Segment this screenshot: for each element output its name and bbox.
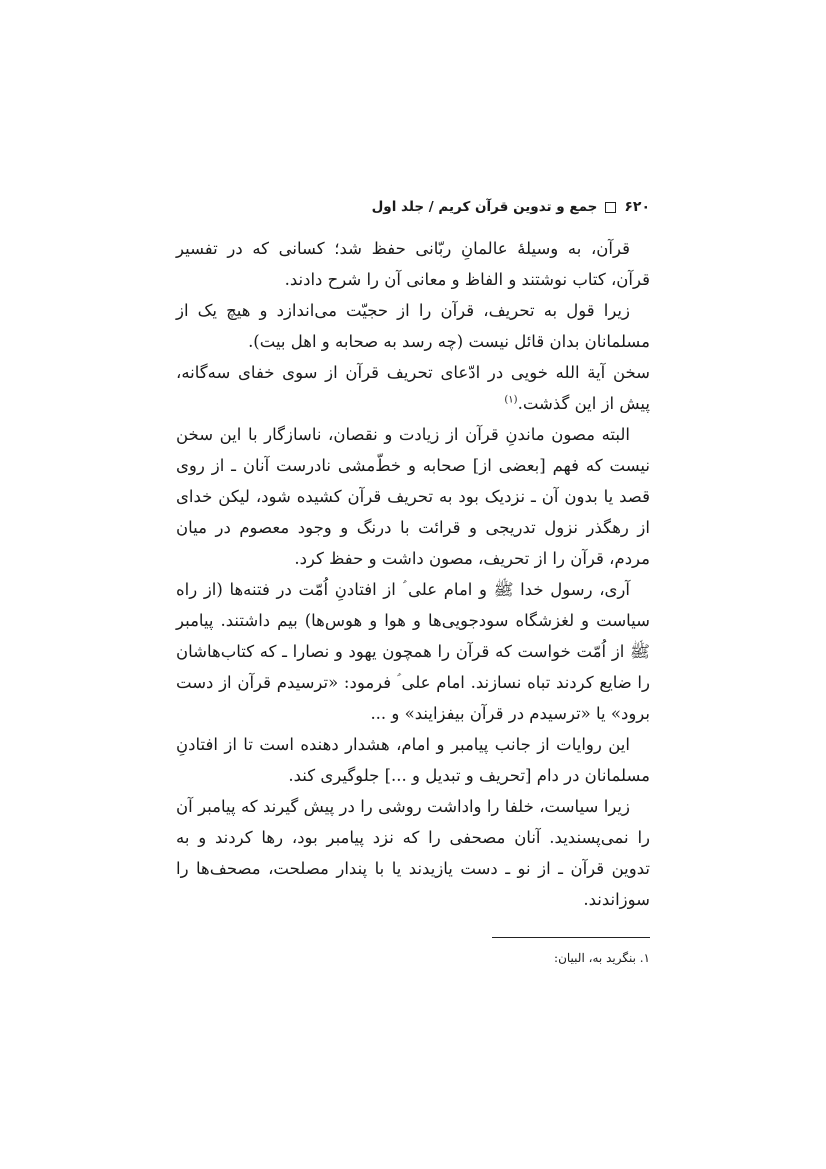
footnote-text: ۱. بنگرید به، البیان: bbox=[554, 951, 650, 965]
paragraph-text: زیرا سیاست، خلفا را واداشت روشی را در پیش گیرند که پیامبر آن را نمی‌پسندید. آنان مصحفی را که نزد پیامبر بود، رها کردند و به تدوین قرآن ـ از نو ـ دست یازیدند یا با پندار مصلحت، مصحف‌ها را سوزاندند. bbox=[176, 797, 650, 909]
paragraph-text: سخن آیة الله خویی در ادّعای تحریف قرآن از سوی خفای سه‌گانه، پیش از این گذشت. bbox=[176, 363, 650, 413]
paragraph-text: زیرا قول به تحریف، قرآن را از حجیّت می‌اندازد و هیچ یک از مسلمانان بدان قائل نیست (چه رسد به صحابه و اهل بیت). bbox=[176, 301, 650, 351]
footnote-reference[interactable]: (۱) bbox=[504, 394, 518, 406]
paragraph bbox=[176, 574, 650, 729]
paragraph-text: البته مصون ماندنِ قرآن از زیادت و نقصان، ناسازگار با این سخن نیست که فهم [بعضی از] صحابه و خطّ‌مشی نادرست آنان ـ از روی قصد یا بدون آن ـ نزدیک بود به تحریف قرآن کشیده شود، لیکن خدای از رهگذر نزول تدریجی و قرائت با درنگ و وجود معصوم در میان مردم، قرآن را از تحریف، مصون داشت و حفظ کرد. bbox=[176, 425, 650, 568]
paragraph-text: قرآن، به وسیلهٔ عالمانِ ربّانی حفظ شد؛ کسانی که در تفسیر قرآن، کتاب نوشتند و الفاظ و معانی آن را شرح دادند. bbox=[176, 239, 650, 289]
paragraph-text: این روایات از جانب پیامبر و امام، هشدار دهنده است تا از افتادنِ مسلمانان در دام [تحریف و تبدیل و ...] جلوگیری کند. bbox=[176, 735, 650, 785]
paragraph bbox=[176, 233, 650, 295]
paragraph-text: آری، رسول خدا ﷺ و امام علی ؑ از افتادنِ اُمّت در فتنه‌ها (از راه سیاست و لغزشگاه سودجویی‌ها و هوا و هوس‌ها) بیم داشتند. پیامبر ﷺ از اُمّت خواست که قرآن را همچون یهود و نصارا ـ که کتاب‌هاشان را ضایع کردند تباه نسازند. امام علی ؑ فرمود: «ترسیدم قرآن از دست برود» یا «ترسیدم در قرآن بیفزایند» و ... bbox=[176, 580, 650, 723]
paragraph bbox=[176, 791, 650, 915]
paragraph bbox=[176, 295, 650, 357]
footnote bbox=[176, 948, 650, 968]
paragraph bbox=[176, 419, 650, 574]
footnote-divider bbox=[492, 937, 650, 938]
running-title: جمع و تدوین قرآن کریم / جلد اول bbox=[371, 199, 598, 215]
paragraph bbox=[176, 729, 650, 791]
page-header bbox=[176, 195, 650, 219]
square-bullet-icon bbox=[605, 202, 616, 213]
paragraph bbox=[176, 357, 650, 419]
page-number: ۶۲۰ bbox=[624, 199, 650, 215]
body-text bbox=[176, 233, 650, 915]
